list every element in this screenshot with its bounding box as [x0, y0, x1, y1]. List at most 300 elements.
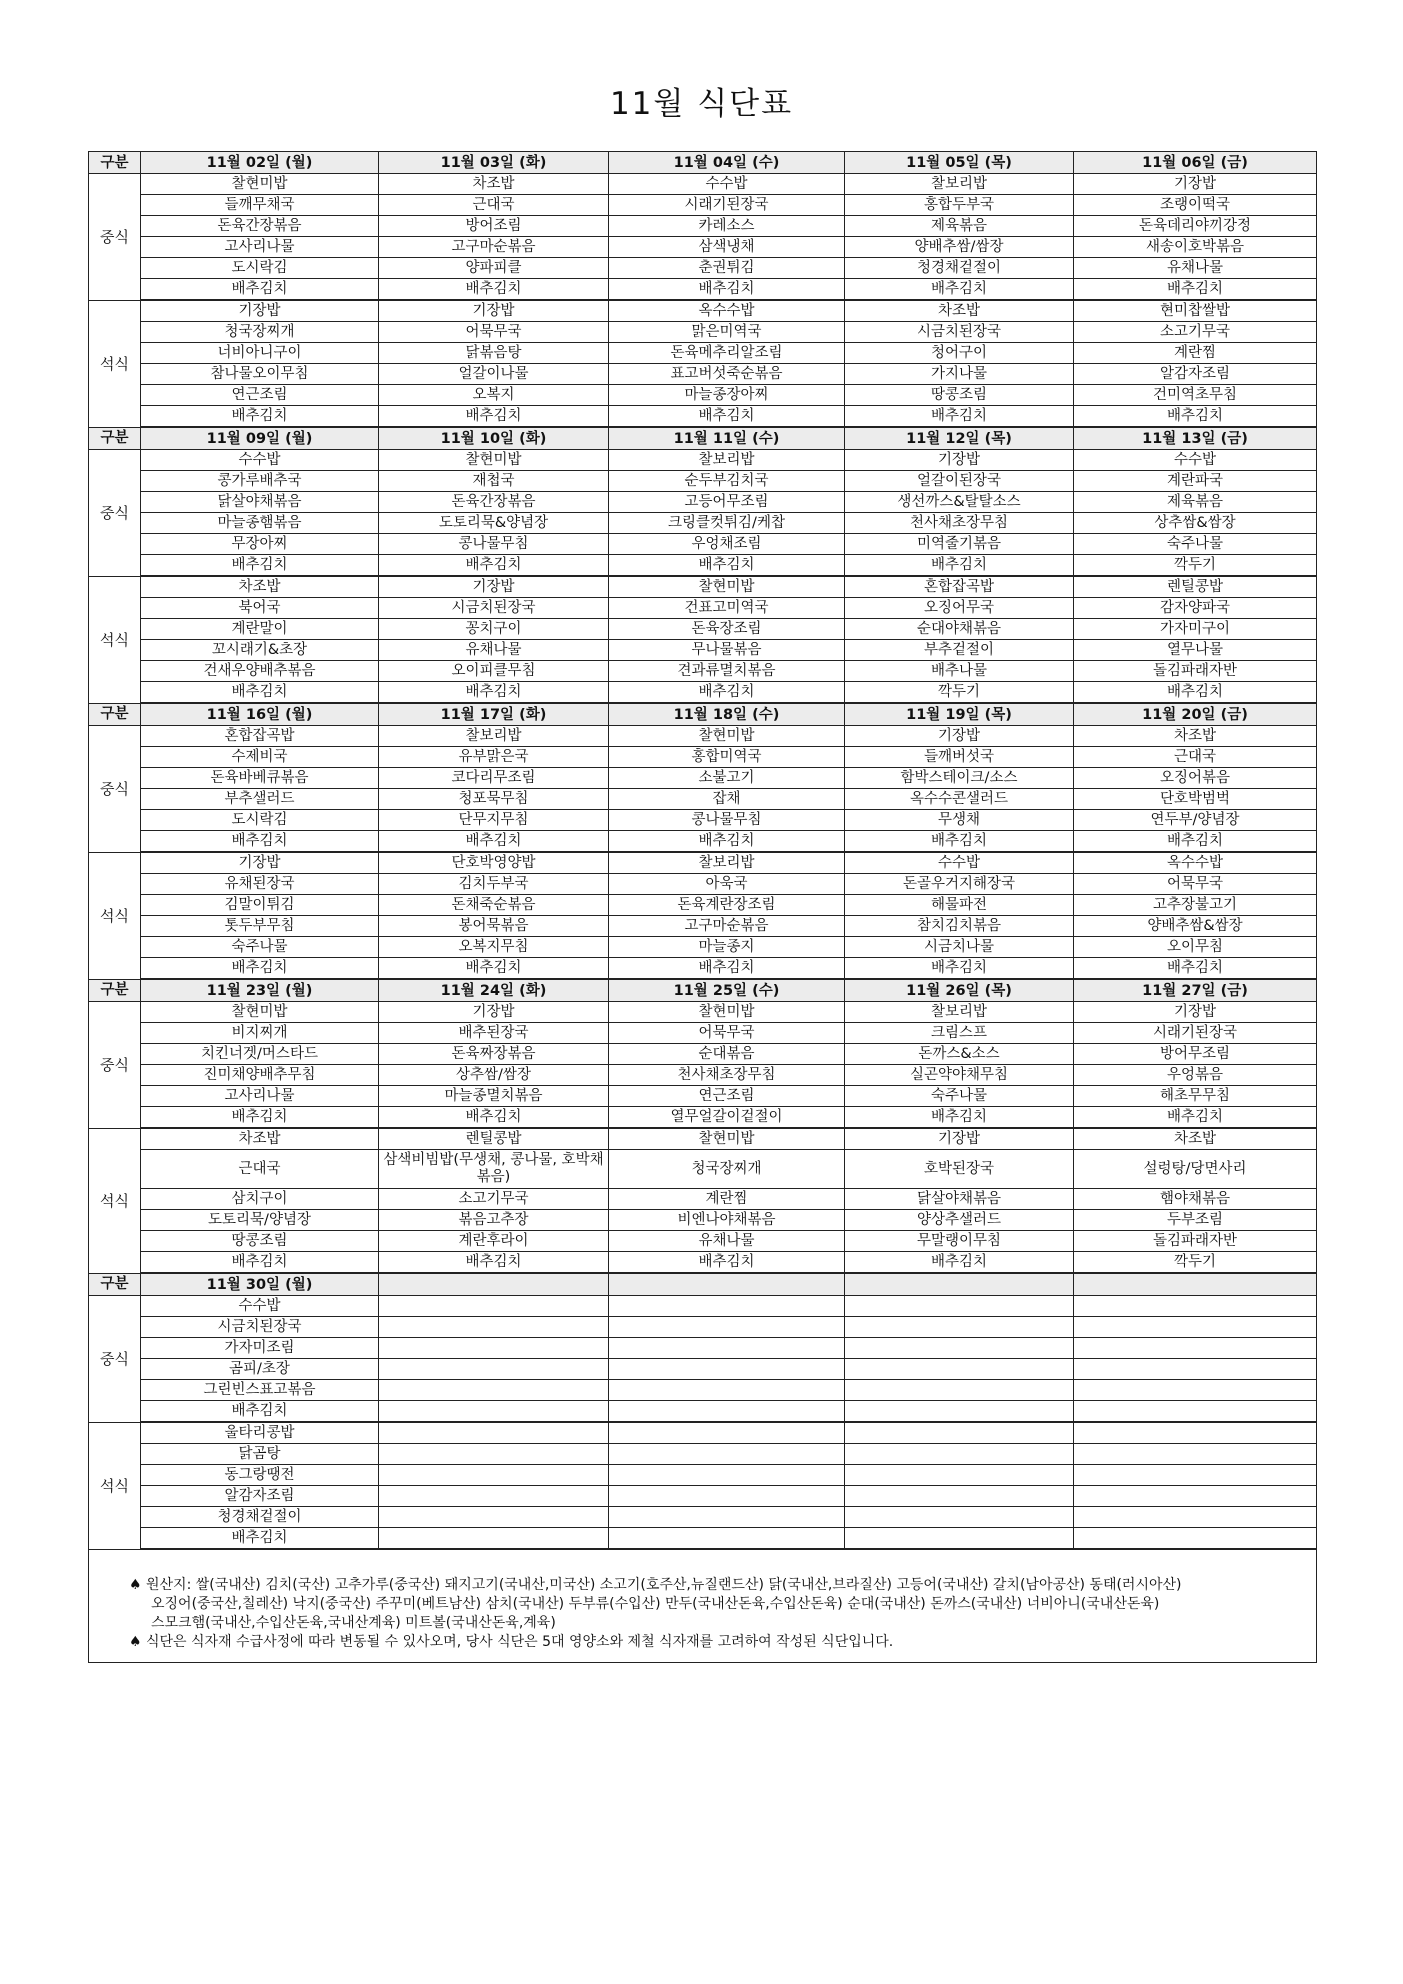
menu-item: 렌틸콩밥	[379, 1128, 609, 1150]
menu-item: 고구마순볶음	[379, 237, 609, 258]
day-header: 11월 10일 (화)	[379, 427, 609, 450]
menu-item: 양상추샐러드	[845, 1210, 1074, 1231]
menu-item: 숙주나물	[845, 1086, 1074, 1107]
menu-row	[89, 471, 1317, 492]
menu-item: 배추김치	[1074, 279, 1317, 301]
menu-item: 찰현미밥	[141, 174, 379, 195]
menu-item: 고추장불고기	[1074, 895, 1317, 916]
menu-item	[845, 1465, 1074, 1486]
menu-item: 배추김치	[845, 555, 1074, 577]
menu-row	[89, 1107, 1317, 1129]
day-header: 11월 06일 (금)	[1074, 152, 1317, 174]
menu-item: 함박스테이크/소스	[845, 768, 1074, 789]
menu-row	[89, 895, 1317, 916]
menu-item: 건새우양배추볶음	[141, 661, 379, 682]
menu-item: 시금치된장국	[141, 1317, 379, 1338]
menu-row	[89, 322, 1317, 343]
menu-item	[845, 1507, 1074, 1528]
menu-item: 열무얼갈이겉절이	[609, 1107, 845, 1129]
menu-item: 얼갈이나물	[379, 364, 609, 385]
day-header: 11월 03일 (화)	[379, 152, 609, 174]
menu-row	[89, 1528, 1317, 1550]
day-header: 11월 13일 (금)	[1074, 427, 1317, 450]
menu-row	[89, 1359, 1317, 1380]
menu-item: 홍합두부국	[845, 195, 1074, 216]
menu-row	[89, 1296, 1317, 1317]
menu-row	[89, 1150, 1317, 1189]
menu-item: 돈육메추리알조림	[609, 343, 845, 364]
meal-label: 석식	[89, 576, 141, 703]
menu-item: 새송이호박볶음	[1074, 237, 1317, 258]
menu-item: 돈채죽순볶음	[379, 895, 609, 916]
menu-item: 어묵무국	[609, 1023, 845, 1044]
menu-row	[89, 810, 1317, 831]
menu-item: 배추김치	[379, 406, 609, 428]
menu-row	[89, 1065, 1317, 1086]
menu-item: 잡채	[609, 789, 845, 810]
menu-item: 차조밥	[379, 174, 609, 195]
menu-item: 삼색냉채	[609, 237, 845, 258]
menu-item: 생선까스&탈탈소스	[845, 492, 1074, 513]
menu-item: 콩나물무침	[379, 534, 609, 555]
menu-item: 돈육장조림	[609, 619, 845, 640]
menu-item: 배추김치	[845, 958, 1074, 980]
menu-item	[609, 1444, 845, 1465]
menu-item: 김치두부국	[379, 874, 609, 895]
menu-item: 배추김치	[845, 1107, 1074, 1129]
menu-item: 배추김치	[141, 958, 379, 980]
menu-item: 청경채겉절이	[141, 1507, 379, 1528]
menu-item: 찰현미밥	[141, 1002, 379, 1023]
menu-item: 배추김치	[1074, 682, 1317, 704]
menu-row	[89, 450, 1317, 471]
menu-item: 렌틸콩밥	[1074, 576, 1317, 598]
menu-item: 참나물오이무침	[141, 364, 379, 385]
header-label: 구분	[89, 703, 141, 726]
menu-item	[379, 1444, 609, 1465]
menu-item: 계란파국	[1074, 471, 1317, 492]
menu-item: 부추샐러드	[141, 789, 379, 810]
menu-item	[609, 1422, 845, 1444]
menu-item	[609, 1338, 845, 1359]
menu-item: 도시락김	[141, 258, 379, 279]
menu-row	[89, 789, 1317, 810]
menu-row	[89, 364, 1317, 385]
menu-item	[379, 1359, 609, 1380]
menu-item: 건미역초무침	[1074, 385, 1317, 406]
menu-item: 연근조림	[141, 385, 379, 406]
menu-item: 깍두기	[845, 682, 1074, 704]
menu-item: 배추김치	[141, 831, 379, 853]
menu-item: 배추김치	[379, 1252, 609, 1274]
menu-item	[379, 1422, 609, 1444]
menu-item: 표고버섯죽순볶음	[609, 364, 845, 385]
notes-row	[89, 1549, 1317, 1663]
meal-label: 중식	[89, 1296, 141, 1423]
menu-item	[1074, 1338, 1317, 1359]
menu-item: 계란후라이	[379, 1231, 609, 1252]
week-header-row	[89, 152, 1317, 174]
menu-item: 배추김치	[609, 958, 845, 980]
menu-item: 꼬시래기&초장	[141, 640, 379, 661]
menu-item: 홍합미역국	[609, 747, 845, 768]
menu-item: 연근조림	[609, 1086, 845, 1107]
menu-item: 차조밥	[845, 300, 1074, 322]
menu-item: 가지나물	[845, 364, 1074, 385]
menu-item: 단호박범벅	[1074, 789, 1317, 810]
menu-item	[1074, 1528, 1317, 1550]
menu-row	[89, 682, 1317, 704]
menu-item: 배추김치	[1074, 958, 1317, 980]
menu-item: 콩나물무침	[609, 810, 845, 831]
menu-item: 어묵무국	[1074, 874, 1317, 895]
menu-row	[89, 1210, 1317, 1231]
day-header	[1074, 1273, 1317, 1296]
menu-item: 차조밥	[141, 1128, 379, 1150]
menu-item	[1074, 1317, 1317, 1338]
menu-item	[379, 1338, 609, 1359]
menu-item: 크링클컷튀김/케찹	[609, 513, 845, 534]
menu-item: 치킨너겟/머스타드	[141, 1044, 379, 1065]
menu-item: 비지찌개	[141, 1023, 379, 1044]
menu-item: 아욱국	[609, 874, 845, 895]
menu-item: 고등어무조림	[609, 492, 845, 513]
menu-row	[89, 492, 1317, 513]
menu-item: 천사채초장무침	[845, 513, 1074, 534]
menu-item: 배추김치	[141, 1252, 379, 1274]
menu-item: 오복지	[379, 385, 609, 406]
menu-item	[1074, 1380, 1317, 1401]
menu-item: 배추김치	[609, 682, 845, 704]
menu-item: 찰보리밥	[379, 726, 609, 747]
menu-row	[89, 1465, 1317, 1486]
day-header: 11월 09일 (월)	[141, 427, 379, 450]
meal-label: 중식	[89, 726, 141, 853]
menu-item: 깍두기	[1074, 555, 1317, 577]
menu-item: 고사리나물	[141, 237, 379, 258]
menu-item: 두부조림	[1074, 1210, 1317, 1231]
menu-item: 호박된장국	[845, 1150, 1074, 1189]
menu-item: 돈육짜장볶음	[379, 1044, 609, 1065]
menu-item: 유채된장국	[141, 874, 379, 895]
menu-row	[89, 1044, 1317, 1065]
menu-item: 계란찜	[609, 1189, 845, 1210]
menu-item: 시금치된장국	[379, 598, 609, 619]
week-header-row	[89, 427, 1317, 450]
menu-item: 배추김치	[379, 682, 609, 704]
menu-item: 돌김파래자반	[1074, 661, 1317, 682]
menu-item: 배추된장국	[379, 1023, 609, 1044]
menu-item: 실곤약야채무침	[845, 1065, 1074, 1086]
menu-row	[89, 513, 1317, 534]
menu-item: 천사채초장무침	[609, 1065, 845, 1086]
menu-item: 유채나물	[609, 1231, 845, 1252]
header-label: 구분	[89, 152, 141, 174]
menu-row	[89, 1002, 1317, 1023]
menu-item: 우엉채조림	[609, 534, 845, 555]
menu-item: 카레소스	[609, 216, 845, 237]
menu-row	[89, 534, 1317, 555]
meal-label: 중식	[89, 174, 141, 301]
menu-item: 찰현미밥	[609, 1128, 845, 1150]
menu-row	[89, 1507, 1317, 1528]
day-header: 11월 17일 (화)	[379, 703, 609, 726]
menu-item: 무장아찌	[141, 534, 379, 555]
menu-item: 해물파전	[845, 895, 1074, 916]
menu-item: 얼갈이된장국	[845, 471, 1074, 492]
menu-item: 숙주나물	[1074, 534, 1317, 555]
menu-item: 기장밥	[1074, 174, 1317, 195]
note-origin-2: 오징어(중국산,칠레산) 낙지(중국산) 주꾸미(베트남산) 삼치(국내산) 두부류(수입산) 만두(국내산돈육,수입산돈육) 순대(국내산) 돈까스(국내산) 너비아니(국내산돈육)	[151, 1596, 1160, 1612]
menu-item: 너비아니구이	[141, 343, 379, 364]
menu-item: 동그랑땡전	[141, 1465, 379, 1486]
menu-item: 근대국	[1074, 747, 1317, 768]
menu-row	[89, 195, 1317, 216]
menu-item: 유채나물	[379, 640, 609, 661]
menu-item: 콩가루배추국	[141, 471, 379, 492]
menu-item: 감자양파국	[1074, 598, 1317, 619]
menu-item	[379, 1528, 609, 1550]
menu-row	[89, 258, 1317, 279]
menu-item	[379, 1486, 609, 1507]
day-header: 11월 16일 (월)	[141, 703, 379, 726]
menu-item	[845, 1338, 1074, 1359]
menu-item: 김말이튀김	[141, 895, 379, 916]
menu-item	[1074, 1401, 1317, 1423]
menu-item: 배추김치	[1074, 831, 1317, 853]
menu-item: 배추김치	[379, 958, 609, 980]
menu-item: 근대국	[141, 1150, 379, 1189]
menu-item: 시래기된장국	[1074, 1023, 1317, 1044]
menu-row	[89, 768, 1317, 789]
menu-item: 청국장찌개	[141, 322, 379, 343]
menu-item: 기장밥	[379, 300, 609, 322]
day-header: 11월 11일 (수)	[609, 427, 845, 450]
menu-item	[845, 1444, 1074, 1465]
menu-item	[379, 1507, 609, 1528]
menu-item: 배추김치	[609, 555, 845, 577]
menu-item: 소고기무국	[1074, 322, 1317, 343]
menu-row	[89, 576, 1317, 598]
menu-item: 순대볶음	[609, 1044, 845, 1065]
menu-item: 찰현미밥	[609, 726, 845, 747]
menu-row	[89, 174, 1317, 195]
menu-item: 배추김치	[141, 1401, 379, 1423]
menu-item: 찰현미밥	[609, 1002, 845, 1023]
menu-item: 닭볶음탕	[379, 343, 609, 364]
menu-item: 도토리묵/양념장	[141, 1210, 379, 1231]
menu-item: 혼합잡곡밥	[141, 726, 379, 747]
menu-item	[845, 1486, 1074, 1507]
menu-row	[89, 406, 1317, 428]
day-header: 11월 26일 (목)	[845, 979, 1074, 1002]
menu-item: 기장밥	[141, 300, 379, 322]
menu-item: 현미찹쌀밥	[1074, 300, 1317, 322]
menu-item: 어묵무국	[379, 322, 609, 343]
menu-row	[89, 1338, 1317, 1359]
menu-item: 돈까스&소스	[845, 1044, 1074, 1065]
menu-item	[845, 1528, 1074, 1550]
menu-item: 배추김치	[845, 279, 1074, 301]
menu-item: 기장밥	[379, 1002, 609, 1023]
menu-row	[89, 1401, 1317, 1423]
menu-item: 도시락김	[141, 810, 379, 831]
menu-item	[1074, 1486, 1317, 1507]
menu-item	[379, 1317, 609, 1338]
menu-item: 단무지무침	[379, 810, 609, 831]
menu-item: 배추김치	[609, 406, 845, 428]
menu-item: 배추김치	[379, 1107, 609, 1129]
menu-item: 양배추쌈&쌈장	[1074, 916, 1317, 937]
menu-row	[89, 640, 1317, 661]
day-header: 11월 02일 (월)	[141, 152, 379, 174]
menu-item: 차조밥	[1074, 1128, 1317, 1150]
menu-item	[845, 1317, 1074, 1338]
menu-item	[1074, 1359, 1317, 1380]
menu-item: 오복지무침	[379, 937, 609, 958]
day-header: 11월 04일 (수)	[609, 152, 845, 174]
menu-item: 시금치된장국	[845, 322, 1074, 343]
menu-item: 숙주나물	[141, 937, 379, 958]
menu-item: 상추쌈&쌈장	[1074, 513, 1317, 534]
menu-item: 배추김치	[141, 1107, 379, 1129]
menu-item: 돈육계란장조림	[609, 895, 845, 916]
menu-item: 북어국	[141, 598, 379, 619]
menu-item: 배추김치	[141, 279, 379, 301]
menu-item	[609, 1486, 845, 1507]
menu-row	[89, 1023, 1317, 1044]
menu-item: 방어무조림	[1074, 1044, 1317, 1065]
menu-item: 닭살야채볶음	[141, 492, 379, 513]
menu-item: 돌김파래자반	[1074, 1231, 1317, 1252]
menu-item: 마늘종지	[609, 937, 845, 958]
page-title: 11월 식단표	[609, 86, 794, 122]
menu-item	[845, 1296, 1074, 1317]
menu-item: 배추김치	[141, 682, 379, 704]
menu-row	[89, 831, 1317, 853]
menu-item: 차조밥	[141, 576, 379, 598]
menu-row	[89, 661, 1317, 682]
day-header: 11월 05일 (목)	[845, 152, 1074, 174]
menu-item: 해초무무침	[1074, 1086, 1317, 1107]
menu-row	[89, 726, 1317, 747]
menu-item: 유부맑은국	[379, 747, 609, 768]
menu-item	[609, 1317, 845, 1338]
meal-label: 석식	[89, 1422, 141, 1549]
menu-item: 수수밥	[141, 1296, 379, 1317]
menu-item: 도토리묵&양념장	[379, 513, 609, 534]
menu-item: 배추김치	[141, 555, 379, 577]
menu-item: 돈육간장볶음	[141, 216, 379, 237]
menu-item	[845, 1401, 1074, 1423]
menu-item: 깍두기	[1074, 1252, 1317, 1274]
meal-label: 석식	[89, 852, 141, 979]
menu-item: 돈골우거지해장국	[845, 874, 1074, 895]
menu-row	[89, 1444, 1317, 1465]
menu-row	[89, 1317, 1317, 1338]
meal-label: 중식	[89, 1002, 141, 1129]
menu-item: 연두부/양념장	[1074, 810, 1317, 831]
week-header-row	[89, 979, 1317, 1002]
menu-item: 기장밥	[379, 576, 609, 598]
menu-item: 배추김치	[379, 279, 609, 301]
day-header: 11월 25일 (수)	[609, 979, 845, 1002]
menu-item: 땅콩조림	[845, 385, 1074, 406]
menu-item: 봉어묵볶음	[379, 916, 609, 937]
menu-item: 고구마순볶음	[609, 916, 845, 937]
menu-item: 소불고기	[609, 768, 845, 789]
menu-item: 고사리나물	[141, 1086, 379, 1107]
menu-item: 미역줄기볶음	[845, 534, 1074, 555]
menu-item: 알감자조림	[141, 1486, 379, 1507]
menu-item: 가자미구이	[1074, 619, 1317, 640]
menu-item	[609, 1380, 845, 1401]
menu-item: 수수밥	[845, 852, 1074, 874]
menu-row	[89, 937, 1317, 958]
menu-item: 견과류멸치볶음	[609, 661, 845, 682]
header-label: 구분	[89, 1273, 141, 1296]
menu-item: 기장밥	[845, 726, 1074, 747]
menu-item: 조랭이떡국	[1074, 195, 1317, 216]
menu-item	[609, 1465, 845, 1486]
menu-item: 무생채	[845, 810, 1074, 831]
menu-item	[845, 1380, 1074, 1401]
menu-item: 배추김치	[609, 279, 845, 301]
menu-item: 오징어볶음	[1074, 768, 1317, 789]
menu-item	[1074, 1465, 1317, 1486]
menu-item: 알감자조림	[1074, 364, 1317, 385]
menu-item: 그린빈스표고볶음	[141, 1380, 379, 1401]
menu-row	[89, 916, 1317, 937]
menu-item: 건표고미역국	[609, 598, 845, 619]
menu-item: 들깨무채국	[141, 195, 379, 216]
menu-item: 찰보리밥	[609, 450, 845, 471]
menu-row	[89, 598, 1317, 619]
day-header: 11월 27일 (금)	[1074, 979, 1317, 1002]
menu-row	[89, 300, 1317, 322]
menu-item: 수수밥	[1074, 450, 1317, 471]
menu-item: 시금치나물	[845, 937, 1074, 958]
menu-item: 배추김치	[379, 831, 609, 853]
menu-row	[89, 343, 1317, 364]
menu-row	[89, 852, 1317, 874]
day-header: 11월 20일 (금)	[1074, 703, 1317, 726]
menu-item: 기장밥	[845, 1128, 1074, 1150]
menu-item: 오징어무국	[845, 598, 1074, 619]
menu-item: 수수밥	[609, 174, 845, 195]
menu-item: 햄야채볶음	[1074, 1189, 1317, 1210]
menu-row	[89, 216, 1317, 237]
menu-row	[89, 1128, 1317, 1150]
day-header: 11월 12일 (목)	[845, 427, 1074, 450]
menu-item	[845, 1359, 1074, 1380]
menu-row	[89, 619, 1317, 640]
menu-item: 방어조림	[379, 216, 609, 237]
menu-item	[609, 1528, 845, 1550]
menu-row	[89, 1422, 1317, 1444]
menu-item: 차조밥	[1074, 726, 1317, 747]
menu-item: 설렁탕/당면사리	[1074, 1150, 1317, 1189]
menu-item: 찰보리밥	[845, 174, 1074, 195]
menu-row	[89, 555, 1317, 577]
menu-item: 청포묵무침	[379, 789, 609, 810]
menu-item: 배추김치	[141, 406, 379, 428]
header-label: 구분	[89, 427, 141, 450]
menu-item	[609, 1359, 845, 1380]
menu-item: 비엔나야채볶음	[609, 1210, 845, 1231]
day-header: 11월 19일 (목)	[845, 703, 1074, 726]
menu-item: 무말랭이무침	[845, 1231, 1074, 1252]
